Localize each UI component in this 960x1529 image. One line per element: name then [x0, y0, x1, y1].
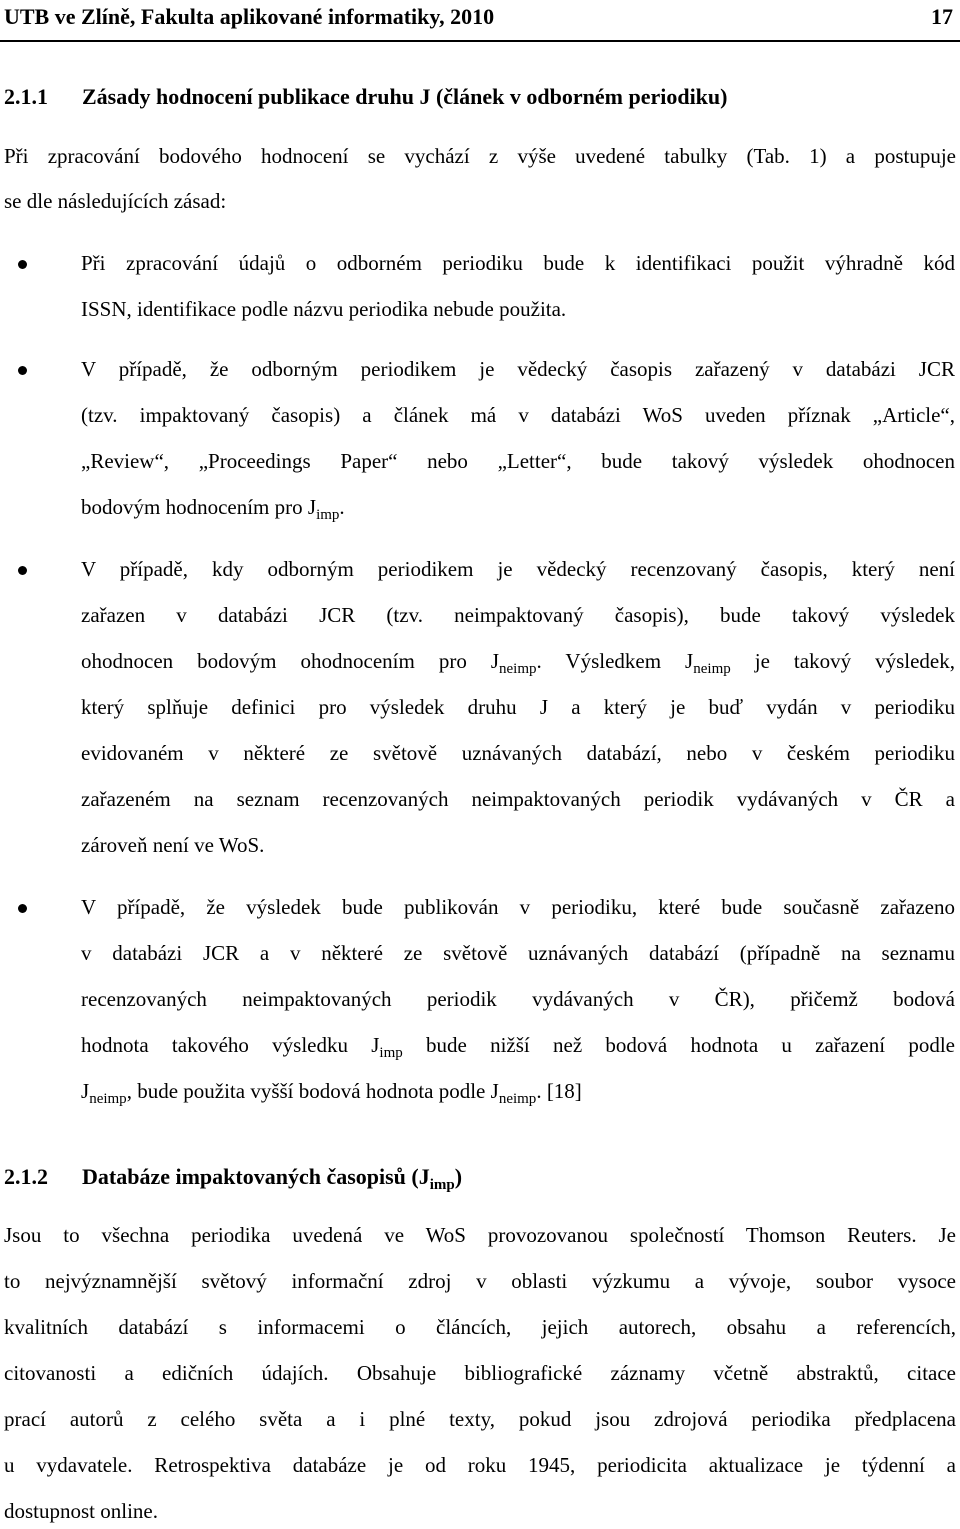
- bullet-marker: [18, 366, 27, 375]
- bullet-3-line-3: ohodnocen bodovým ohodnocením pro $J_{neimp}$. Výsledkem $J_{neimp}$ je takový výsledek,: [81, 649, 956, 677]
- section-number-2-1-1: 2.1.1: [4, 84, 48, 109]
- bullet-3-line-4: který splňuje definici pro výsledek druhu J a který je buď vydán v periodiku: [81, 695, 955, 719]
- intro-line-2: se dle následujících zásad:: [4, 189, 227, 213]
- bullet-4-line-4: hodnota takového výsledku $J_{imp}$ bude nižší než bodová hodnota u zařazení podle: [81, 1033, 955, 1061]
- bullet-2-line-2: (tzv. impaktovaný časopis) a článek má v databázi WoS uveden příznak „Article“,: [81, 403, 955, 427]
- bullet-4-line-3: recenzovaných neimpaktovaných periodik vydávaných v ČR), přičemž bodová: [81, 987, 955, 1011]
- paragraph-line-3: kvalitních databází s informacemi o článcích, jejich autorech, obsahu a referencích,: [4, 1315, 956, 1339]
- bullet-1-line-1: Při zpracování údajů o odborném periodiku bude k identifikaci použit výhradně kód: [81, 251, 955, 275]
- paragraph-line-6: u vydavatele. Retrospektiva databáze je od roku 1945, periodicita aktualizace je týdenní a: [4, 1453, 956, 1477]
- bullet-2-line-3: „Review“, „Proceedings Paper“ nebo „Letter“, bude takový výsledek ohodnocen: [81, 449, 955, 473]
- bullet-marker: [18, 260, 27, 269]
- header-rule: [0, 40, 960, 42]
- bullet-2-line-4: bodovým hodnocením pro $J_{imp}$.: [81, 495, 345, 523]
- bullet-3-line-7: zároveň není ve WoS.: [81, 833, 265, 857]
- running-header-title: UTB ve Zlíně, Fakulta aplikované informatiky, 2010: [4, 4, 495, 29]
- bullet-marker: [18, 566, 27, 575]
- bullet-marker: [18, 904, 27, 913]
- bullet-1-line-2: ISSN, identifikace podle názvu periodika nebude použita.: [81, 297, 567, 321]
- section-title-2-1-1: Zásady hodnocení publikace druhu J (článek v odborném periodiku): [82, 84, 728, 109]
- bullet-4-line-2: v databázi JCR a v některé ze světově uznávaných databází (případně na seznamu: [81, 941, 955, 965]
- bullet-3-line-6: zařazeném na seznam recenzovaných neimpaktovaných periodik vydávaných v ČR a: [81, 787, 955, 811]
- paragraph-line-4: citovanosti a edičních údajích. Obsahuje bibliografické záznamy včetně abstraktů, citace: [4, 1361, 956, 1385]
- bullet-3-line-2: zařazen v databázi JCR (tzv. neimpaktovaný časopis), bude takový výsledek: [81, 603, 955, 627]
- paragraph-line-2: to nejvýznamnější světový informační zdroj v oblasti výzkumu a vývoje, soubor vysoce: [4, 1269, 956, 1293]
- bullet-3-line-1: V případě, kdy odborným periodikem je vědecký recenzovaný časopis, který není: [81, 557, 955, 581]
- bullet-2-line-1: V případě, že odborným periodikem je vědecký časopis zařazený v databázi JCR: [81, 357, 955, 381]
- paragraph-line-5: prací autorů z celého světa a i plné texty, pokud jsou zdrojová periodika předplacena: [4, 1407, 956, 1431]
- bullet-4-line-5: $J_{neimp}$, bude použita vyšší bodová hodnota podle $J_{neimp}$. [18]: [81, 1079, 582, 1107]
- paragraph-line-1: Jsou to všechna periodika uvedená ve WoS provozovanou společností Thomson Reuters. Je: [4, 1223, 956, 1247]
- bullet-3-line-5: evidovaném v některé ze světově uznávaných databází, nebo v českém periodiku: [81, 741, 955, 765]
- bullet-4-line-1: V případě, že výsledek bude publikován v periodiku, které bude současně zařazeno: [81, 895, 955, 919]
- paragraph-line-7: dostupnost online.: [4, 1499, 159, 1523]
- page-number: 17: [931, 4, 953, 29]
- section-title-2-1-2: Databáze impaktovaných časopisů $(J_{imp})$: [82, 1164, 463, 1193]
- intro-line-1: Při zpracování bodového hodnocení se vychází z výše uvedené tabulky (Tab. 1) a postupuje: [4, 144, 956, 168]
- section-number-2-1-2: 2.1.2: [4, 1164, 48, 1189]
